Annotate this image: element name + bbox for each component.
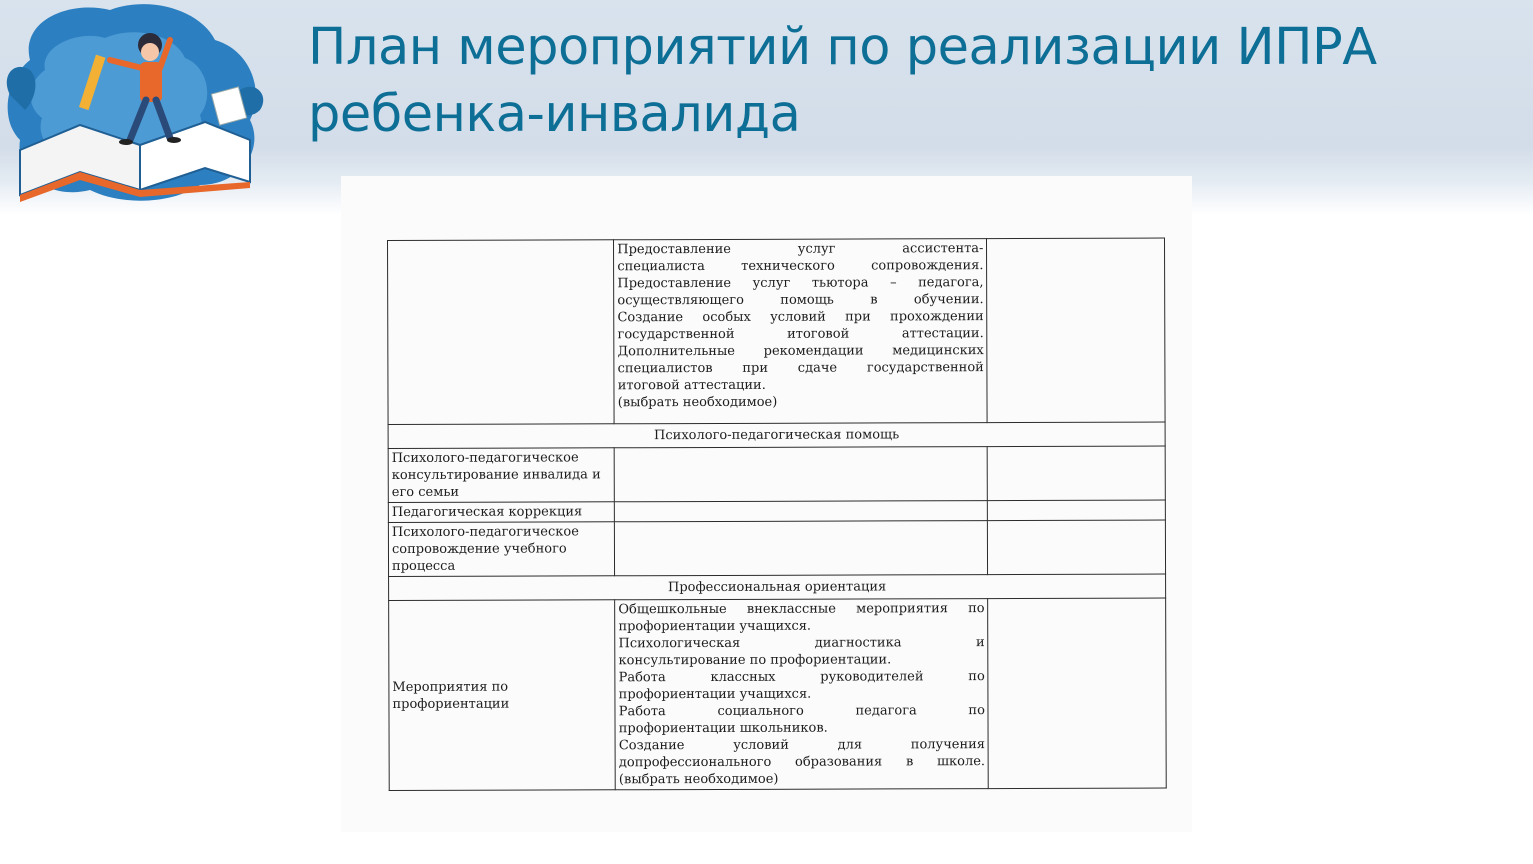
text-line: (выбрать необходимое): [618, 771, 779, 788]
cell-empty: [988, 500, 1166, 521]
text-line: Предоставление услуг ассистента-: [617, 241, 984, 258]
text-line: Создание условий для получения: [618, 737, 986, 754]
text-line: итоговой аттестации.: [617, 377, 766, 394]
section-heading: Профессиональная ориентация: [389, 574, 1166, 600]
text-line: профориентации школьников.: [618, 720, 828, 737]
table-row-accompany: [388, 520, 1165, 576]
text-line: государственной итоговой аттестации.: [617, 326, 984, 343]
text-line: профориентации учащихся.: [618, 618, 812, 635]
row-label: Психолого-педагогическое сопровождение учебного процесса: [388, 522, 614, 577]
text-line: профориентации учащихся.: [618, 686, 812, 703]
text-line: Создание особых условий при прохождении: [617, 309, 984, 326]
table-row-consult: [388, 446, 1165, 502]
table-row-support: [388, 238, 1166, 424]
section-row-career: [389, 574, 1166, 600]
illustration-girl-book: [0, 0, 275, 215]
section-heading: Психолого-педагогическая помощь: [388, 422, 1165, 448]
text-line: консультирование по профориентации.: [618, 652, 892, 669]
cell-empty: [987, 238, 1165, 423]
row-label: Мероприятия по профориентации: [389, 600, 616, 791]
table-row-career: [389, 598, 1167, 790]
text-line: Общешкольные внеклассные мероприятия по: [618, 601, 985, 618]
text-line: Работа социального педагога по: [618, 703, 985, 720]
cell-empty: [615, 521, 988, 576]
text-line: допрофессионального образования в школе.: [618, 754, 986, 771]
row-label: Педагогическая коррекция: [388, 502, 614, 523]
text-line: (выбрать необходимое): [617, 394, 778, 411]
row-label: Психолого-педагогическое консультирование инвалида и его семьи: [388, 448, 614, 503]
title-line-1: План мероприятий по реализации ИПРА: [308, 18, 1377, 77]
title-line-2: ребенка-инвалида: [308, 85, 801, 144]
table-row-correction: [388, 500, 1165, 522]
cell-career-measures: [615, 599, 989, 790]
text-line: Психологическая диагностика и: [618, 635, 985, 652]
cell-empty: [388, 240, 615, 425]
text-line: Дополнительные рекомендации медицинских: [617, 343, 984, 360]
text-line: специалистов при сдаче государственной: [617, 360, 984, 377]
ipra-plan-table: [387, 238, 1167, 791]
slide-title: [308, 14, 1508, 148]
cell-support-measures: [614, 239, 988, 424]
cell-empty: [988, 598, 1166, 789]
cell-empty: [614, 447, 987, 502]
cell-empty: [988, 520, 1166, 575]
text-line: Предоставление услуг тьютора – педагога,: [617, 275, 984, 292]
text-line: Работа классных руководителей по: [618, 669, 985, 686]
cell-empty: [615, 501, 988, 522]
section-row-psych: [388, 422, 1165, 448]
cell-empty: [988, 446, 1166, 501]
text-line: осуществляющего помощь в обучении.: [617, 292, 984, 309]
text-line: специалиста технического сопровождения.: [617, 258, 984, 275]
